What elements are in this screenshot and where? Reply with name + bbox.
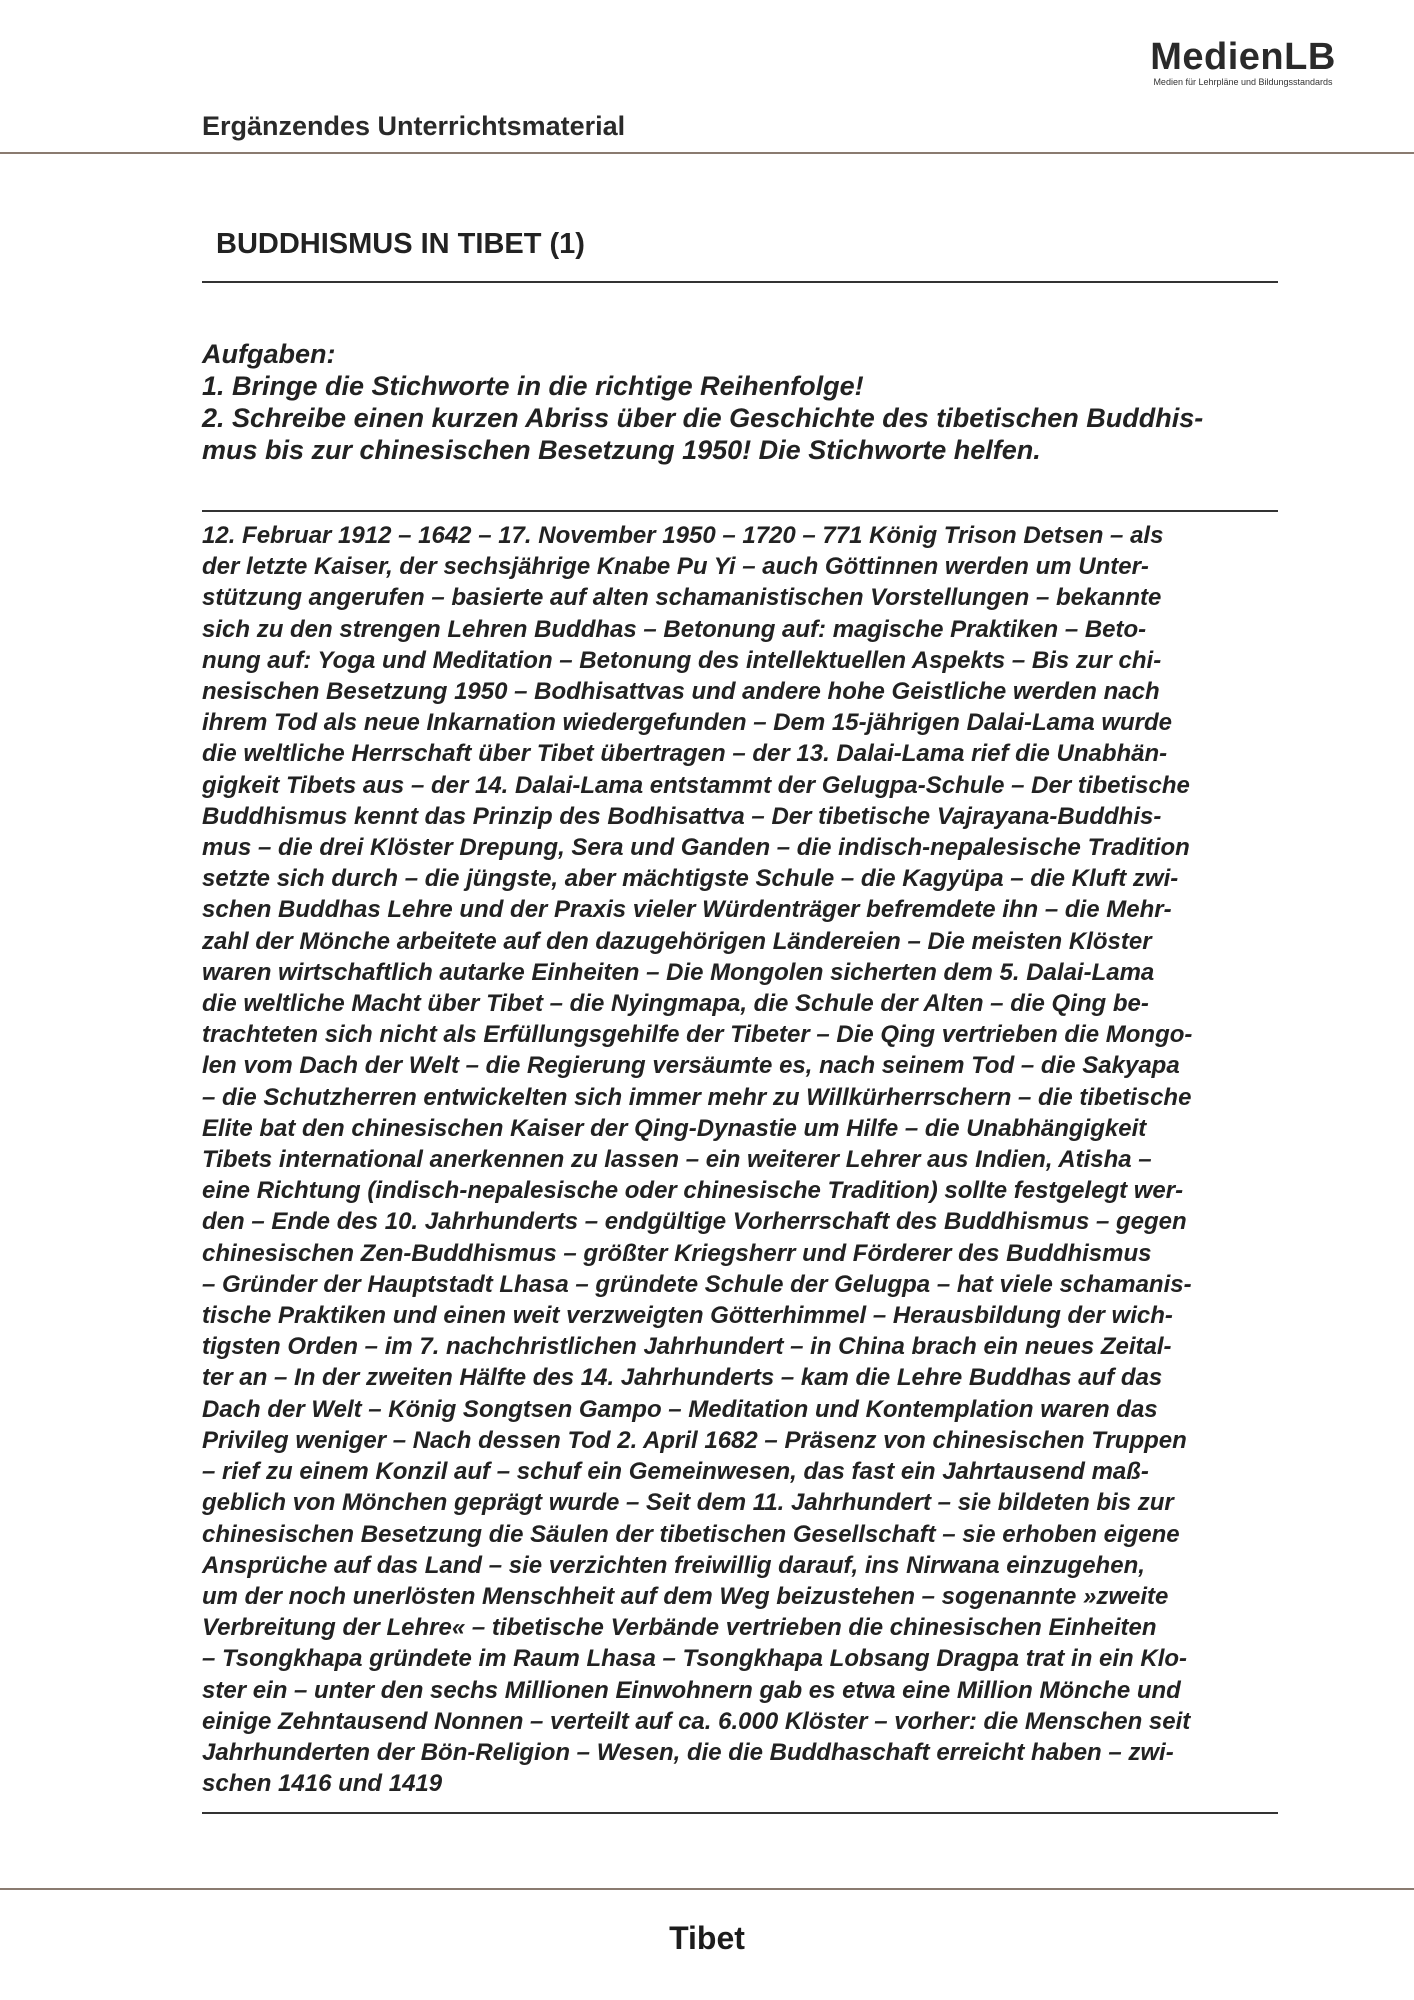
keyword-line: Buddhismus kennt das Prinzip des Bodhisattva – Der tibetische Vajrayana-Buddhis- [202,802,1162,830]
keyword-line: schen Buddhas Lehre und der Praxis vieler Würdenträger befremdete ihn – die Mehr- [202,896,1172,924]
keyword-line: Privileg weniger – Nach dessen Tod 2. April 1682 – Präsenz von chinesischen Truppen [202,1426,1187,1454]
keyword-line: nesischen Besetzung 1950 – Bodhisattvas und andere hohe Geistliche werden nach [202,678,1160,706]
task-line: 1. Bringe die Stichworte in die richtige Reihenfolge! [202,371,864,401]
keyword-line: der letzte Kaiser, der sechsjährige Knabe Pu Yi – auch Göttinnen werden um Unter- [202,553,1149,581]
keyword-line: chinesischen Besetzung die Säulen der tibetischen Gesellschaft – sie erhoben eigene [202,1520,1180,1548]
keyword-line: nung auf: Yoga und Meditation – Betonung des intellektuellen Aspekts – Bis zur chi- [202,646,1162,674]
keyword-line: den – Ende des 10. Jahrhunderts – endgültige Vorherrschaft des Buddhismus – gegen [202,1208,1187,1236]
tasks-heading: Aufgaben: [202,339,336,369]
keyword-line: die weltliche Herrschaft über Tibet übertragen – der 13. Dalai-Lama rief die Unabhän- [202,740,1168,768]
tasks-block [202,338,1278,466]
footer-label: Tibet [669,1920,745,1956]
header-title: Ergänzendes Unterrichtsmaterial [202,111,626,141]
keyword-line: einige Zehntausend Nonnen – verteilt auf ca. 6.000 Klöster – vorher: die Menschen seit [202,1707,1191,1735]
keyword-line: 12. Februar 1912 – 1642 – 17. November 1950 – 1720 – 771 König Trison Detsen – als [202,522,1164,549]
keywords-divider [202,1812,1278,1814]
header-divider [0,152,1414,154]
keyword-line: Verbreitung der Lehre« – tibetische Verbände vertrieben die chinesischen Einheiten [202,1614,1157,1642]
keyword-line: Jahrhunderten der Bön-Religion – Wesen, die die Buddhaschaft erreicht haben – zwi- [202,1738,1174,1766]
medienlb-logo [1140,38,1346,87]
keyword-line: um der noch unerlösten Menschheit auf dem Weg beizustehen – sogenannte »zweite [202,1582,1169,1610]
keyword-line: ter an – In der zweiten Hälfte des 14. Jahrhunderts – kam die Lehre Buddhas auf das [202,1364,1163,1392]
logo-name: MedienLB [1150,36,1336,78]
keyword-list [202,520,1278,1799]
keyword-line: tische Praktiken und einen weit verzweigten Götterhimmel – Herausbildung der wich- [202,1302,1173,1330]
keyword-line: tigsten Orden – im 7. nachchristlichen Jahrhundert – in China brach ein neues Zeital- [202,1333,1172,1361]
keyword-line: zahl der Mönche arbeitete auf den dazugehörigen Ländereien – Die meisten Klöster [202,927,1152,955]
keyword-line: waren wirtschaftlich autarke Einheiten – Die Mongolen sicherten dem 5. Dalai-Lama [202,958,1155,986]
task-line: 2. Schreibe einen kurzen Abriss über die Geschichte des tibetischen Buddhis- [202,403,1204,433]
keyword-line: sich zu den strengen Lehren Buddhas – Betonung auf: magische Praktiken – Beto- [202,615,1147,643]
keyword-line: mus – die drei Klöster Drepung, Sera und Ganden – die indisch-nepalesische Tradition [202,834,1190,862]
keyword-line: – Gründer der Hauptstadt Lhasa – gründete Schule der Gelugpa – hat viele schamanis- [202,1270,1192,1298]
keyword-line: Elite bat den chinesischen Kaiser der Qing-Dynastie um Hilfe – die Unabhängigkeit [202,1114,1147,1142]
keyword-line: ihrem Tod als neue Inkarnation wiedergefunden – Dem 15-jährigen Dalai-Lama wurde [202,709,1173,737]
keyword-line: – die Schutzherren entwickelten sich immer mehr zu Willkürherrschern – die tibetische [202,1083,1192,1111]
keyword-line: stützung angerufen – basierte auf alten schamanistischen Vorstellungen – bekannte [202,584,1162,612]
title-divider [202,281,1278,283]
keyword-line: schen 1416 und 1419 [202,1770,443,1798]
page-title: BUDDHISMUS IN TIBET (1) [216,228,585,260]
keyword-line: eine Richtung (indisch-nepalesische oder chinesische Tradition) sollte festgelegt wer- [202,1177,1184,1205]
keyword-line: Tibets international anerkennen zu lassen – ein weiterer Lehrer aus Indien, Atisha – [202,1146,1152,1174]
keyword-line: chinesischen Zen-Buddhismus – größter Kriegsherr und Förderer des Buddhismus [202,1239,1152,1267]
keyword-line: geblich von Mönchen geprägt wurde – Seit dem 11. Jahrhundert – sie bildeten bis zur [202,1489,1174,1517]
keyword-line: Dach der Welt – König Songtsen Gampo – Meditation und Kontemplation waren das [202,1395,1158,1423]
keyword-line: ster ein – unter den sechs Millionen Einwohnern gab es etwa eine Million Mönche und [202,1676,1181,1704]
keyword-line: setzte sich durch – die jüngste, aber mächtigste Schule – die Kagyüpa – die Kluft zwi- [202,865,1179,893]
tasks-divider [202,510,1278,512]
footer-divider [0,1888,1414,1890]
keyword-line: die weltliche Macht über Tibet – die Nyingmapa, die Schule der Alten – die Qing be- [202,990,1149,1018]
task-line: mus bis zur chinesischen Besetzung 1950! Die Stichworte helfen. [202,435,1041,465]
keyword-line: – rief zu einem Konzil auf – schuf ein Gemeinwesen, das fast ein Jahrtausend maß- [202,1458,1149,1486]
keyword-line: Ansprüche auf das Land – sie verzichten freiwillig darauf, ins Nirwana einzugehen, [202,1551,1145,1579]
keyword-line: len vom Dach der Welt – die Regierung versäumte es, nach seinem Tod – die Sakyapa [202,1052,1180,1080]
logo-tagline: Medien für Lehrpläne und Bildungsstandards [1153,77,1333,87]
keyword-line: gigkeit Tibets aus – der 14. Dalai-Lama entstammt der Gelugpa-Schule – Der tibetische [202,771,1190,799]
keyword-line: trachteten sich nicht als Erfüllungsgehilfe der Tibeter – Die Qing vertrieben die Mongo- [202,1021,1193,1049]
keyword-line: – Tsongkhapa gründete im Raum Lhasa – Tsongkhapa Lobsang Dragpa trat in ein Klo- [202,1645,1188,1673]
